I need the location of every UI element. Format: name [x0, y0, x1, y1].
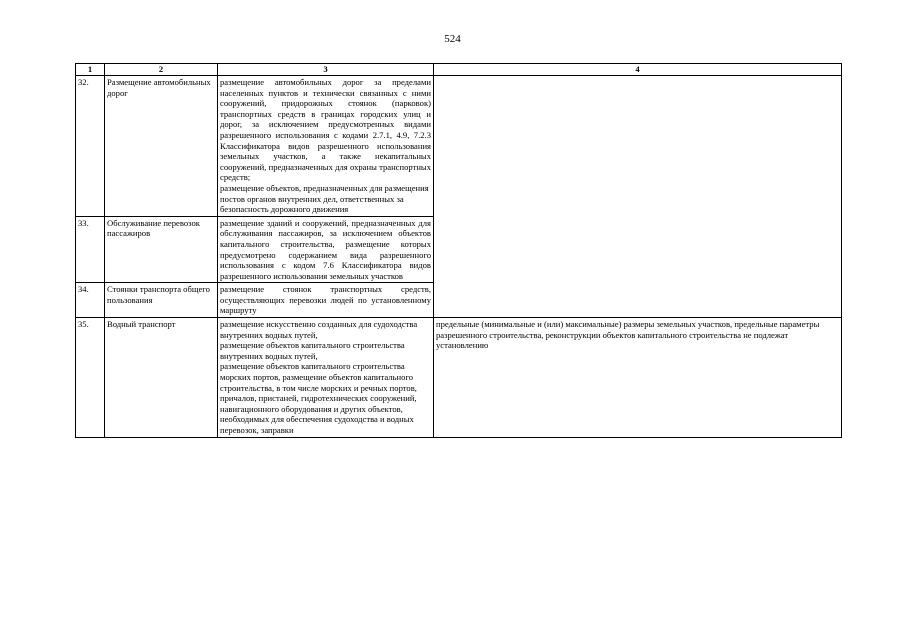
header-col-1: 1	[76, 64, 105, 76]
use-type-name: Обслуживание перевозок пассажиров	[105, 216, 218, 283]
header-col-4: 4	[434, 64, 842, 76]
header-col-3: 3	[218, 64, 434, 76]
use-type-name: Размещение автомобильных дорог	[105, 76, 218, 217]
row-number: 33.	[76, 216, 105, 283]
description-paragraph: размещение объектов капитального строительства внутренних водных путей,	[220, 340, 405, 361]
header-col-2: 2	[105, 64, 218, 76]
use-description	[218, 318, 434, 438]
description-paragraph: размещение автомобильных дорог за пределами населенных пунктов и технически связанных с ними сооружений, придорожных стоянок (парковок) транспортных средств в границах городских улиц и дорог, за исключением предусмотренных видами разрешенного использования с кодами 2.7.1, 4.9, 7.2.3 Классификатора видов разрешенного использования земельных участков, а также некапитальных сооружений, предназначенных для охраны транспортных средств;	[220, 77, 431, 183]
use-type-name: Стоянки транспорта общего пользования	[105, 283, 218, 318]
parameters-cell: предельные (минимальные и (или) максимальные) размеры земельных участков, предельные параметры разрешенного строительства, реконструкции объектов капитального строительства не подлежат установлению	[434, 318, 842, 438]
use-description	[218, 76, 434, 217]
use-description	[218, 216, 434, 283]
description-paragraph: размещение объектов капитального строительства морских портов, размещение объектов капитального строительства, в том числе морских и речных портов, причалов, пристаней, гидротехнических сооружений, навигационного оборудования и других объектов, необходимых для обеспечения судоходства и водных перевозок, заправки	[220, 361, 417, 435]
description-paragraph: размещение объектов, предназначенных для размещения постов органов внутренних дел, ответственных за безопасность дорожного движения	[220, 182, 429, 215]
table-row	[76, 76, 842, 217]
regulations-table	[75, 63, 842, 438]
row-number: 34.	[76, 283, 105, 318]
description-paragraph: размещение стоянок транспортных средств, осуществляющих перевозки людей по установленному маршруту	[220, 284, 431, 316]
page-number: 524	[444, 33, 461, 45]
header-row	[76, 64, 842, 76]
table-row	[76, 318, 842, 438]
use-description	[218, 283, 434, 318]
row-number: 32.	[76, 76, 105, 217]
row-number: 35.	[76, 318, 105, 438]
use-type-name: Водный транспорт	[105, 318, 218, 438]
description-paragraph: размещение зданий и сооружений, предназначенных для обслуживания пассажиров, за исключением объектов капитального строительства, размещение которых предусмотрено содержанием вида разрешенного использования с кодом 7.6 Классификатора видов разрешенного использования земельных участков	[220, 217, 431, 281]
description-paragraph: размещение искусственно созданных для судоходства внутренних водных путей,	[220, 319, 418, 340]
parameters-cell	[434, 76, 842, 318]
